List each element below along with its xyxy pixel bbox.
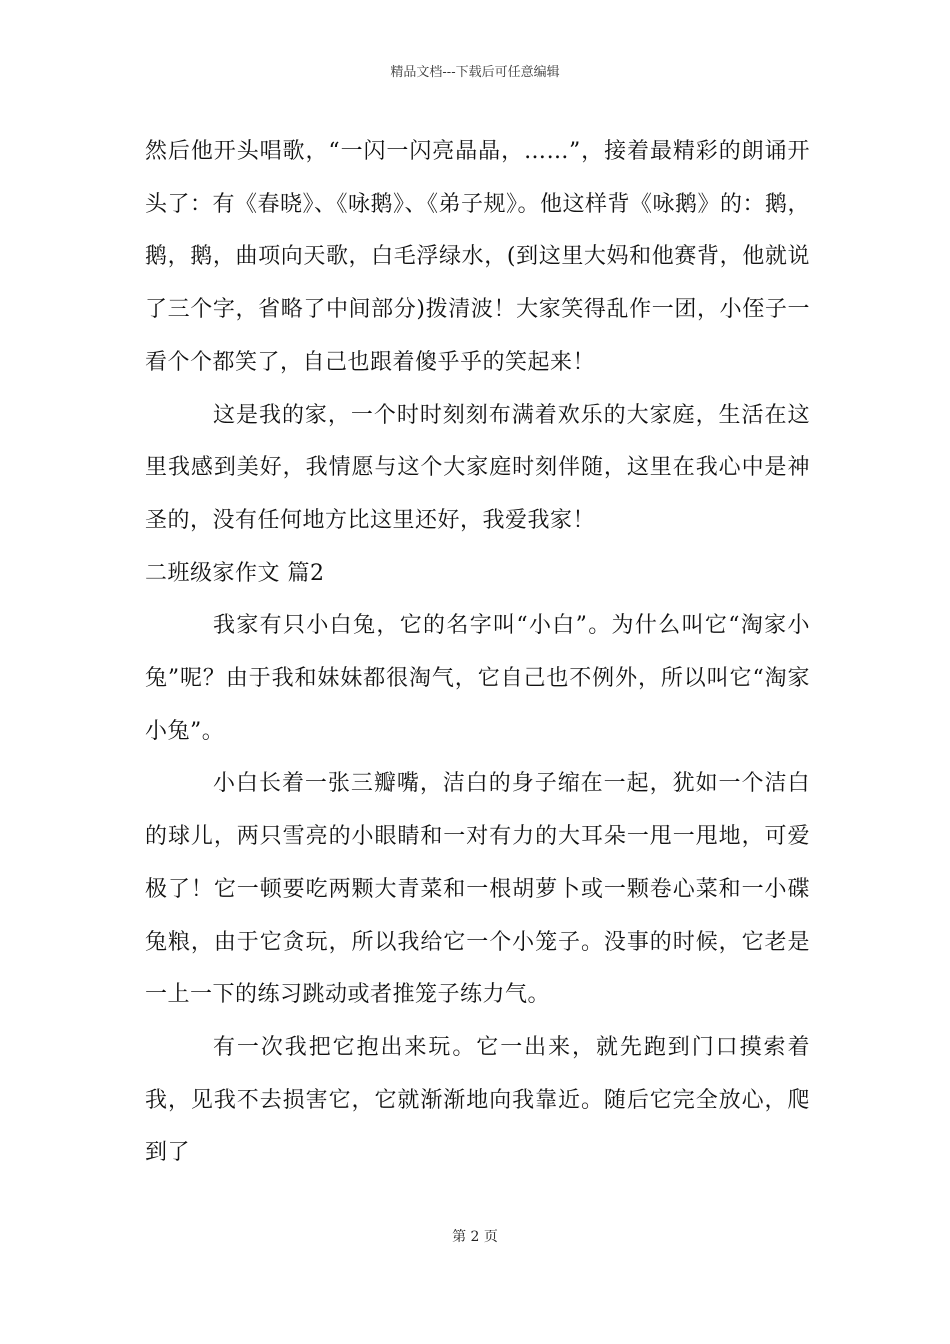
document-body <box>145 126 810 1180</box>
page-header: 精品文档---下载后可任意编辑 <box>390 65 560 80</box>
paragraph-rabbit-intro: 我家有只小白兔，它的名字叫“小白”。为什么叫它“淘家小兔”呢？由于我和妹妹都很淘气，它自己也不例外，所以叫它“淘家小兔”。 <box>145 613 810 744</box>
page-number: 第 2 页 <box>452 1229 498 1245</box>
paragraph-recitation: 然后他开头唱歌，“一闪一闪亮晶晶，……”，接着最精彩的朗诵开头了：有《春晓》、《咏鹅》、《弟子规》。他这样背《咏鹅》的：鹅，鹅，鹅，曲项向天歌，白毛浮绿水，(到这里大妈和他赛背，他就说了三个字，省略了中间部分)拨清波！大家笑得乱作一团，小侄子一看个个都笑了，自己也跟着傻乎乎的笑起来！ <box>145 139 811 375</box>
paragraph-rabbit-play: 有一次我把它抱出来玩。它一出来，就先跑到门口摸索着我，见我不去损害它，它就渐渐地向我靠近。随后它完全放心，爬到了 <box>145 1034 810 1166</box>
paragraph-my-family: 这是我的家，一个时时刻刻布满着欢乐的大家庭，生活在这里我感到美好，我情愿与这个大家庭时刻伴随，这里在我心中是神圣的，没有任何地方比这里还好，我爱我家！ <box>145 402 810 533</box>
section-heading: 二班级家作文 篇2 <box>145 560 325 586</box>
paragraph-rabbit-description: 小白长着一张三瓣嘴，洁白的身子缩在一起，犹如一个洁白的球儿，两只雪亮的小眼睛和一对有力的大耳朵一甩一甩地，可爱极了！它一顿要吃两颗大青菜和一根胡萝卜或一颗卷心菜和一小碟兔粮，由于它贪玩，所以我给它一个小笼子。没事的时候，它老是一上一下的练习跳动或者推笼子练力气。 <box>145 771 810 1008</box>
